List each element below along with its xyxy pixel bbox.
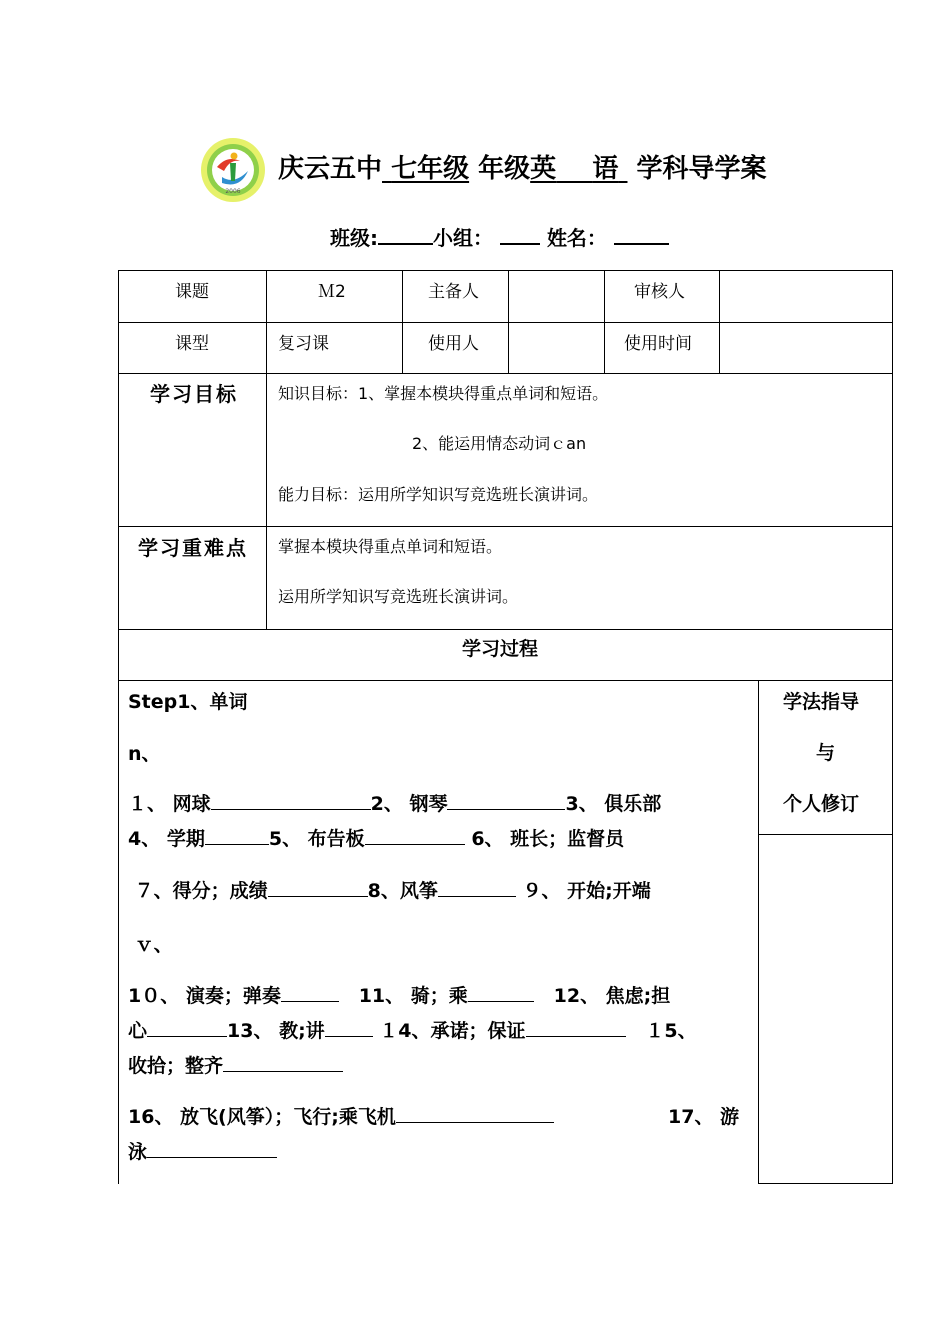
subject: 英 语	[530, 154, 619, 184]
personal-revision-label: 个人修订	[783, 793, 860, 815]
answer-blank-7[interactable]	[268, 878, 368, 897]
type-label: 课型	[175, 334, 209, 354]
vocab-line-5: 心 13、 教;讲 １4、承诺；保证 １5、	[128, 1020, 697, 1042]
type-value: 复习课	[278, 334, 329, 354]
answer-blank-1[interactable]	[211, 791, 371, 810]
answer-blank-12[interactable]	[147, 1018, 227, 1037]
class-blank[interactable]	[378, 225, 433, 245]
answer-blank-2[interactable]	[447, 791, 565, 810]
school-name: 庆云五中	[278, 154, 383, 184]
time-value-cell[interactable]	[721, 324, 889, 372]
name-blank[interactable]	[614, 225, 669, 245]
vocab-line-6: 收拾；整齐	[128, 1051, 343, 1078]
answer-blank-8[interactable]	[438, 878, 516, 897]
title-suffix: 学科导学案	[636, 154, 767, 184]
vocab-line-3: ７、得分；成绩 8、风筝 ９、 开始;开端	[134, 880, 651, 902]
class-info-line	[330, 222, 669, 251]
verb-section-label: ｖ、	[134, 934, 173, 956]
preparer-label: 主备人	[428, 282, 479, 302]
goals-label: 学习目标	[150, 382, 238, 406]
reviewer-value-cell[interactable]	[721, 272, 889, 320]
answer-blank-16[interactable]	[396, 1104, 554, 1123]
time-label: 使用时间	[624, 334, 692, 354]
revision-area[interactable]	[760, 836, 890, 1181]
step1-heading: Step1、单词	[128, 691, 248, 713]
key-points-line-1: 掌握本模块得重点单词和短语。	[278, 537, 503, 556]
answer-blank-5[interactable]	[365, 826, 465, 845]
answer-blank-4[interactable]	[205, 826, 269, 845]
process-title: 学习过程	[462, 638, 539, 660]
user-value-cell[interactable]	[510, 324, 602, 372]
key-points-line-2: 运用所学知识写竞选班长演讲词。	[278, 587, 519, 606]
key-points-label: 学习重难点	[138, 536, 248, 560]
group-blank[interactable]	[500, 225, 540, 245]
answer-blank-10[interactable]	[281, 983, 339, 1002]
goals-line-3: 能力目标：运用所学知识写竞选班长演讲词。	[278, 485, 599, 504]
vocab-item-17: 17、 游	[668, 1106, 740, 1128]
vocab-line-8: 泳	[128, 1137, 277, 1164]
svg-text:2006: 2006	[225, 188, 241, 195]
topic-value: Ｍ2	[318, 282, 346, 302]
method-guide-label: 学法指导	[783, 691, 860, 713]
answer-blank-17[interactable]	[147, 1139, 277, 1158]
goals-line-1: 知识目标：1、掌握本模块得重点单词和短语。	[278, 384, 609, 403]
name-label: 姓名：	[546, 226, 607, 250]
answer-blank-13[interactable]	[325, 1018, 373, 1037]
topic-label: 课题	[175, 282, 209, 302]
answer-blank-14[interactable]	[526, 1018, 626, 1037]
and-label: 与	[816, 742, 836, 764]
preparer-value-cell[interactable]	[510, 272, 602, 320]
group-label: 小组：	[433, 226, 493, 250]
answer-blank-11[interactable]	[468, 983, 534, 1002]
vocab-line-7: 16、 放飞(风筝）；飞行;乘飞机	[128, 1102, 554, 1129]
answer-blank-15[interactable]	[223, 1053, 343, 1072]
vocab-line-4: 1０、 演奏；弹奏 11、 骑；乘 12、 焦虑;担	[128, 985, 671, 1007]
school-logo	[200, 137, 266, 203]
class-label: 班级:	[330, 226, 378, 250]
vocab-line-1: １、 网球 2、 钢琴 3、 俱乐部	[128, 793, 662, 815]
grade-suffix: 年级	[478, 154, 531, 184]
grade: 七年级	[391, 154, 470, 184]
goals-line-2: 2、能运用情态动词ｃan	[412, 434, 587, 453]
reviewer-label: 审核人	[634, 282, 685, 302]
vocab-line-2: 4、 学期 5、 布告板 6、 班长；监督员	[128, 828, 625, 850]
user-label: 使用人	[428, 334, 479, 354]
noun-section-label: n、	[128, 743, 161, 765]
page-title	[278, 148, 767, 185]
